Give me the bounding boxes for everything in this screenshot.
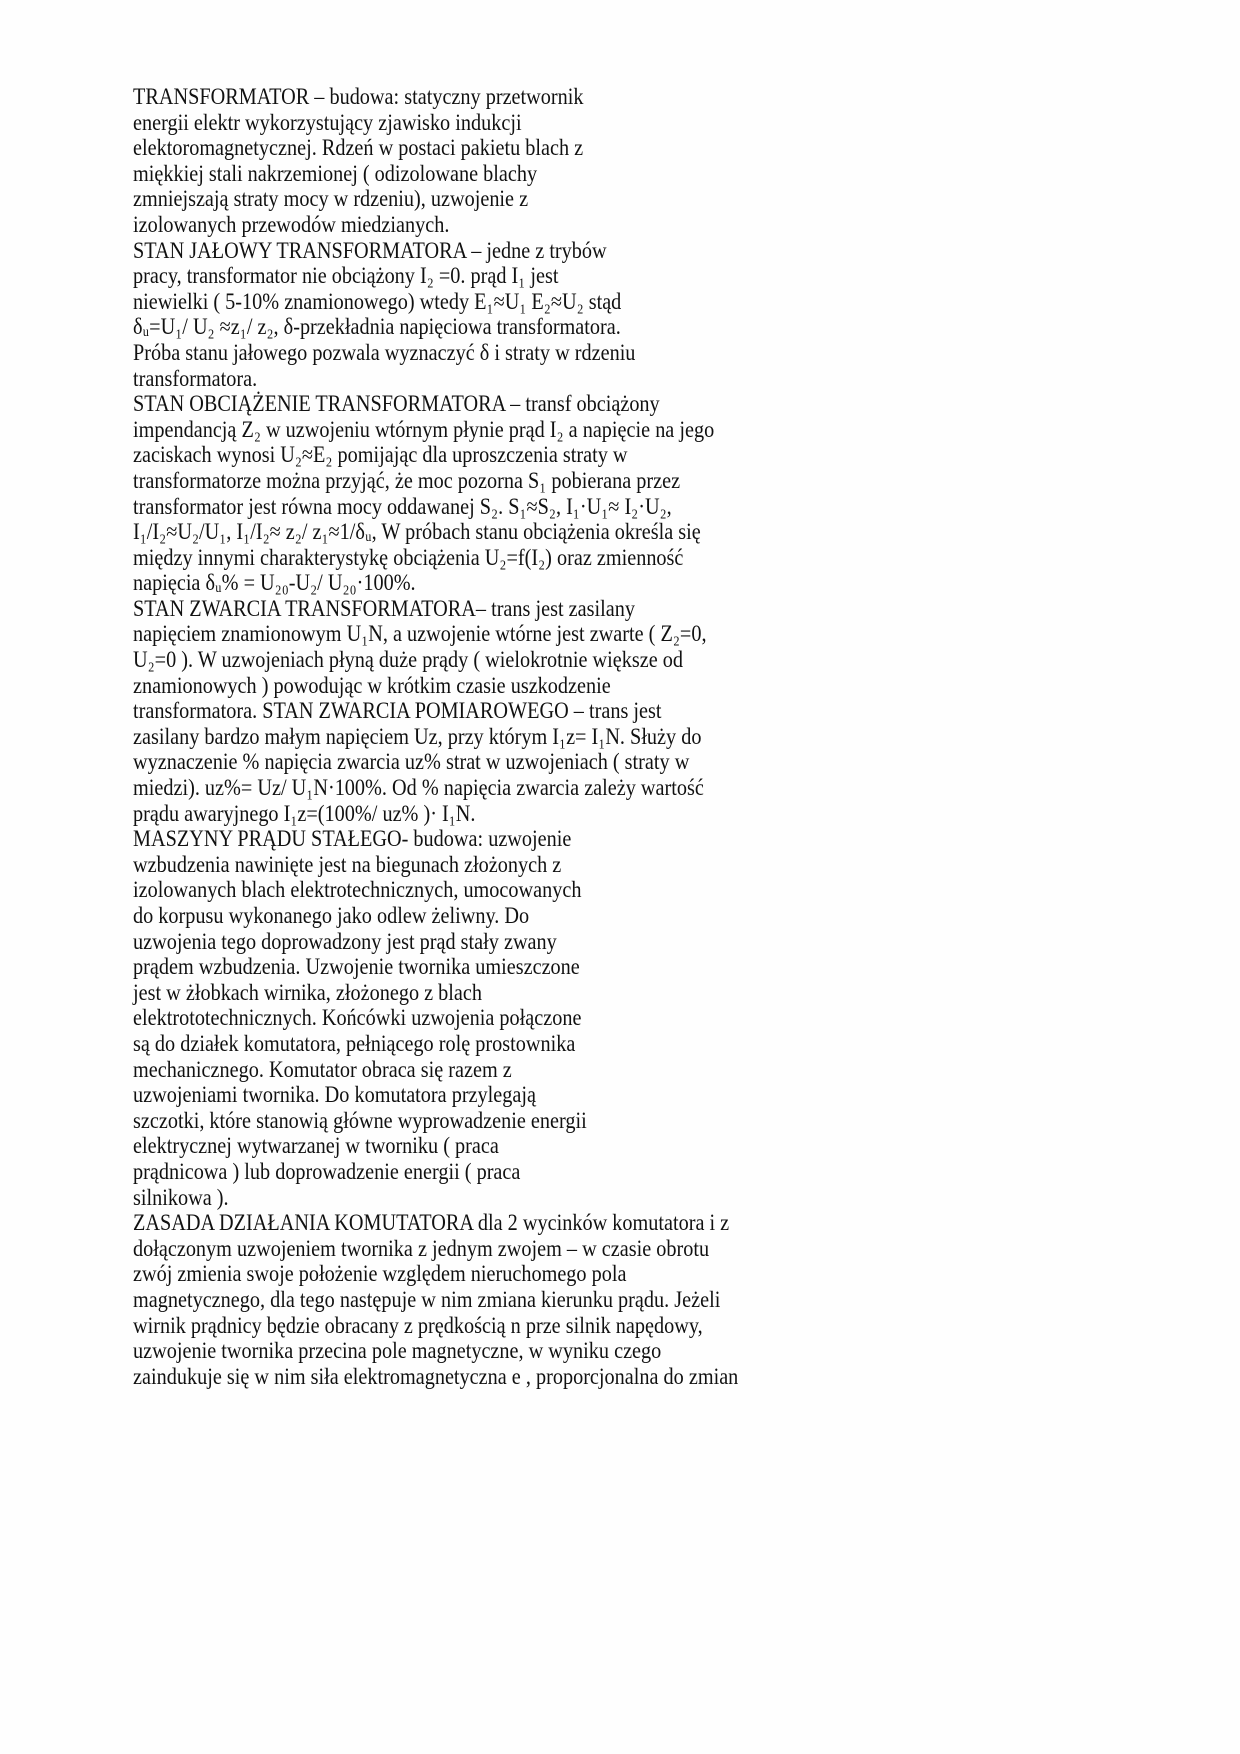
document-body bbox=[133, 84, 821, 1389]
text-line: zmniejszają straty mocy w rdzeniu), uzwojenie z bbox=[133, 186, 529, 212]
text-line: zaciskach wynosi U₂≈E₂ pomijając dla uproszczenia straty w bbox=[133, 442, 628, 468]
text-line: silnikowa ). bbox=[133, 1184, 229, 1210]
text-line: Próba stanu jałowego pozwala wyznaczyć δ i straty w rdzeniu bbox=[133, 339, 636, 365]
text-line: δᵤ=U₁/ U₂ ≈z₁/ z₂, δ-przekładnia napięciowa transformatora. bbox=[133, 314, 621, 340]
text-line: napięcia δᵤ% = U₂₀-U₂/ U₂₀·100%. bbox=[133, 570, 416, 596]
text-line: są do działek komutatora, pełniącego rolę prostownika bbox=[133, 1030, 576, 1056]
text-line: dołączonym uzwojeniem twornika z jednym zwojem – w czasie obrotu bbox=[133, 1235, 710, 1261]
text-line: pracy, transformator nie obciążony I₂ =0. prąd I₁ jest bbox=[133, 263, 559, 289]
text-line: elektoromagnetycznej. Rdzeń w postaci pakietu blach z bbox=[133, 135, 584, 161]
text-line: elektrototechnicznych. Końcówki uzwojenia połączone bbox=[133, 1005, 582, 1031]
text-line: prądnicowa ) lub doprowadzenie energii ( praca bbox=[133, 1158, 521, 1184]
text-line: wyznaczenie % napięcia zwarcia uz% strat w uzwojeniach ( straty w bbox=[133, 749, 690, 775]
text-line: transformatorze można przyjąć, że moc pozorna S₁ pobierana przez bbox=[133, 467, 681, 493]
text-line: magnetycznego, dla tego następuje w nim zmiana kierunku prądu. Jeżeli bbox=[133, 1286, 721, 1312]
text-line: TRANSFORMATOR – budowa: statyczny przetwornik bbox=[133, 84, 584, 109]
text-line: zaindukuje się w nim siła elektromagnetyczna e , proporcjonalna do zmian bbox=[133, 1363, 739, 1389]
text-line: MASZYNY PRĄDU STAŁEGO- budowa: uzwojenie bbox=[133, 826, 572, 852]
text-line: szczotki, które stanowią główne wyprowadzenie energii bbox=[133, 1107, 587, 1133]
text-line: ZASADA DZIAŁANIA KOMUTATORA dla 2 wycinków komutatora i z bbox=[133, 1210, 730, 1236]
text-line: uzwojenie twornika przecina pole magnetyczne, w wyniku czego bbox=[133, 1338, 662, 1364]
text-line: transformatora. STAN ZWARCIA POMIAROWEGO – trans jest bbox=[133, 698, 662, 724]
text-line: transformator jest równa mocy oddawanej S₂. S₁≈S₂, I₁·U₁≈ I₂·U₂, bbox=[133, 493, 672, 519]
text-line: jest w żłobkach wirnika, złożonego z blach bbox=[133, 979, 483, 1005]
text-line: między innymi charakterystykę obciążenia U₂=f(I₂) oraz zmienność bbox=[133, 544, 684, 570]
text-line: prądu awaryjnego I₁z=(100%/ uz% )· I₁N. bbox=[133, 800, 476, 826]
text-line: napięciem znamionowym U₁N, a uzwojenie wtórne jest zwarte ( Z₂=0, bbox=[133, 621, 707, 647]
text-line: STAN ZWARCIA TRANSFORMATORA– trans jest zasilany bbox=[133, 595, 635, 621]
text-line: miedzi). uz%= Uz/ U₁N·100%. Od % napięcia zwarcia zależy wartość bbox=[133, 775, 704, 801]
text-line: I₁/I₂≈U₂/U₁, I₁/I₂≈ z₂/ z₁≈1/δᵤ, W próbach stanu obciążenia określa się bbox=[133, 519, 701, 545]
text-line: U₂=0 ). W uzwojeniach płyną duże prądy ( wielokrotnie większe od bbox=[133, 647, 683, 673]
text-line: znamionowych ) powodując w krótkim czasie uszkodzenie bbox=[133, 672, 611, 698]
text-line: izolowanych blach elektrotechnicznych, umocowanych bbox=[133, 877, 582, 903]
text-line: mechanicznego. Komutator obraca się razem z bbox=[133, 1056, 512, 1082]
text-line: energii elektr wykorzystujący zjawisko indukcji bbox=[133, 109, 522, 135]
text-line: wirnik prądnicy będzie obracany z prędkością n prze silnik napędowy, bbox=[133, 1312, 703, 1338]
text-line: izolowanych przewodów miedzianych. bbox=[133, 211, 450, 237]
text-line: impendancją Z₂ w uzwojeniu wtórnym płynie prąd I₂ a napięcie na jego bbox=[133, 416, 715, 442]
text-line: uzwojenia tego doprowadzony jest prąd stały zwany bbox=[133, 928, 557, 954]
text-line: STAN OBCIĄŻENIE TRANSFORMATORA – transf obciążony bbox=[133, 391, 660, 417]
text-line: prądem wzbudzenia. Uzwojenie twornika umieszczone bbox=[133, 954, 580, 980]
text-line: uzwojeniami twornika. Do komutatora przylegają bbox=[133, 1082, 536, 1108]
text-line: STAN JAŁOWY TRANSFORMATORA – jedne z trybów bbox=[133, 237, 607, 263]
text-line: zwój zmienia swoje położenie względem nieruchomego pola bbox=[133, 1261, 627, 1287]
text-line: zasilany bardzo małym napięciem Uz, przy którym I₁z= I₁N. Służy do bbox=[133, 723, 702, 749]
text-line: miękkiej stali nakrzemionej ( odizolowane blachy bbox=[133, 160, 538, 186]
text-line: elektrycznej wytwarzanej w tworniku ( praca bbox=[133, 1133, 499, 1159]
text-line: niewielki ( 5-10% znamionowego) wtedy E₁≈U₁ E₂≈U₂ stąd bbox=[133, 288, 622, 314]
text-line: wzbudzenia nawinięte jest na biegunach złożonych z bbox=[133, 851, 562, 877]
text-line: transformatora. bbox=[133, 365, 258, 391]
text-line: do korpusu wykonanego jako odlew żeliwny. Do bbox=[133, 903, 530, 928]
